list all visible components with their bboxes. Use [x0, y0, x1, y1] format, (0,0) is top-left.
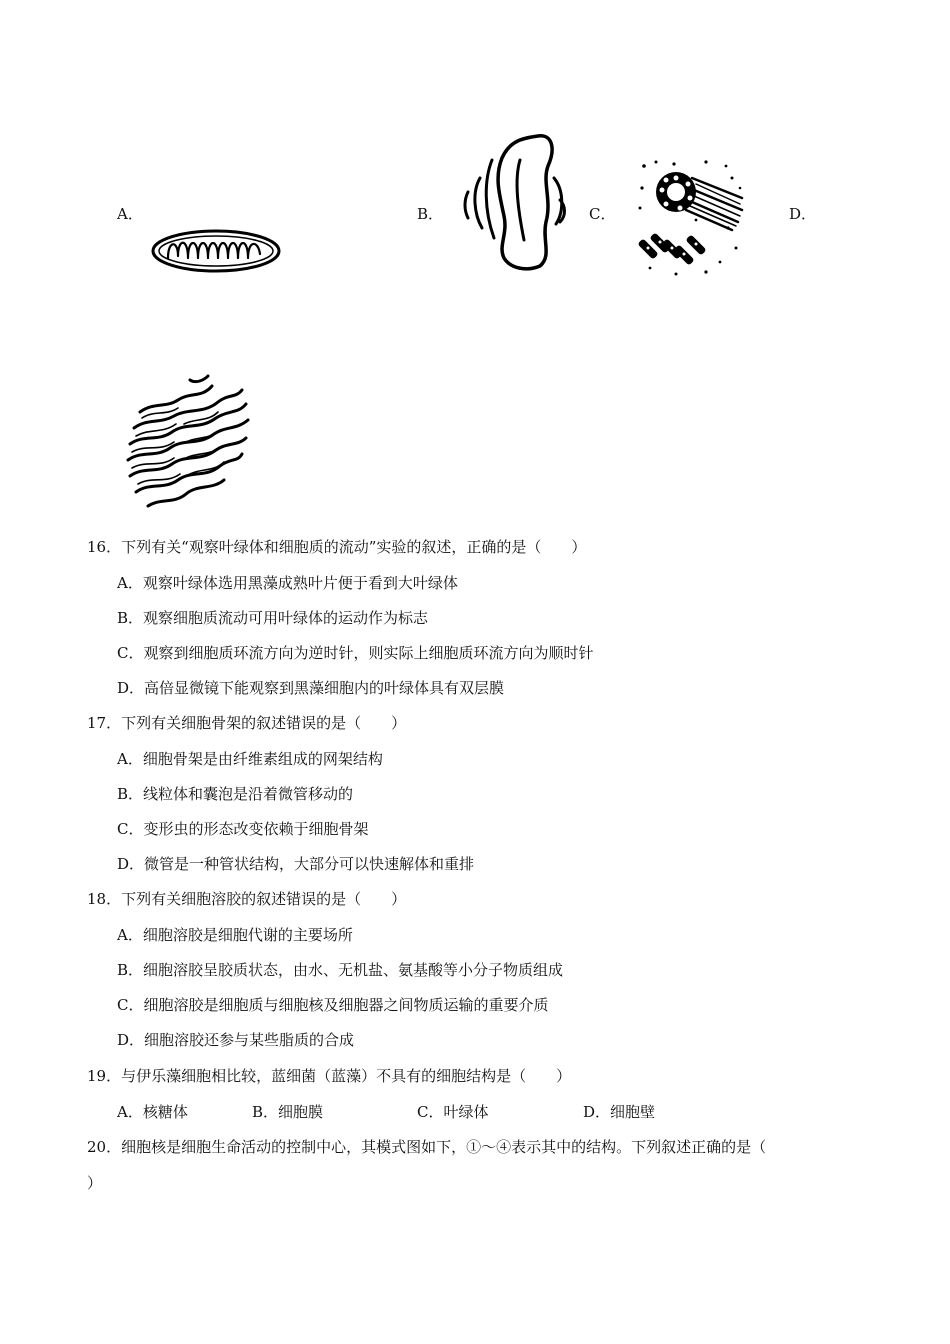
question-18-stem: 18．下列有关细胞溶胶的叙述错误的是（ ） [87, 890, 407, 908]
question-17-option-a: A．细胞骨架是由纤维素组成的网架结构 [117, 750, 383, 768]
question-18-option-b: B．细胞溶胶呈胶质状态，由水、无机盐、氨基酸等小分子物质组成 [117, 961, 564, 979]
question-20-stem: 20．细胞核是细胞生命活动的控制中心，其模式图如下，①～④表示其中的结构。下列叙述正确的是（ [87, 1138, 767, 1156]
question-18-option-d: D．细胞溶胶还参与某些脂质的合成 [117, 1031, 355, 1049]
question-19-option-c: C．叶绿体 [417, 1103, 489, 1121]
question-16-option-d: D．高倍显微镜下能观察到黑藻细胞内的叶绿体具有双层膜 [117, 679, 505, 697]
question-16-option-b: B．观察细胞质流动可用叶绿体的运动作为标志 [117, 609, 429, 627]
question-20-stem-continuation: ） [87, 1174, 103, 1192]
question-19-stem: 19．与伊乐藻细胞相比较，蓝细菌（蓝藻）不具有的细胞结构是（ ） [87, 1067, 572, 1085]
endoplasmic-reticulum-figure [120, 372, 255, 514]
question-16-option-a: A．观察叶绿体选用黑藻成熟叶片便于看到大叶绿体 [117, 574, 458, 592]
question-19-option-a: A．核糖体 [117, 1103, 188, 1121]
question-16-stem: 16．下列有关“观察叶绿体和细胞质的流动”实验的叙述，正确的是（ ） [87, 538, 587, 556]
mitochondrion-figure [150, 226, 282, 276]
golgi-apparatus-figure [460, 130, 570, 270]
question-17-option-b: B．线粒体和囊泡是沿着微管移动的 [117, 785, 354, 803]
question-18-option-a: A．细胞溶胶是细胞代谢的主要场所 [117, 926, 353, 944]
question-16-option-c: C．观察到细胞质环流方向为逆时针，则实际上细胞质环流方向为顺时针 [117, 644, 594, 662]
option-d-label: D． [789, 205, 817, 223]
question-19-option-d: D．细胞壁 [583, 1103, 656, 1121]
question-18-option-c: C．细胞溶胶是细胞质与细胞核及细胞器之间物质运输的重要介质 [117, 996, 549, 1014]
question-17-option-c: C．变形虫的形态改变依赖于细胞骨架 [117, 820, 369, 838]
centriole-figure [636, 158, 748, 278]
question-19-option-b: B．细胞膜 [252, 1103, 324, 1121]
question-17-stem: 17．下列有关细胞骨架的叙述错误的是（ ） [87, 714, 407, 732]
question-17-option-d: D．微管是一种管状结构，大部分可以快速解体和重排 [117, 855, 475, 873]
option-b-label: B． [417, 205, 444, 223]
option-c-label: C． [589, 205, 616, 223]
option-a-label: A． [117, 205, 143, 223]
